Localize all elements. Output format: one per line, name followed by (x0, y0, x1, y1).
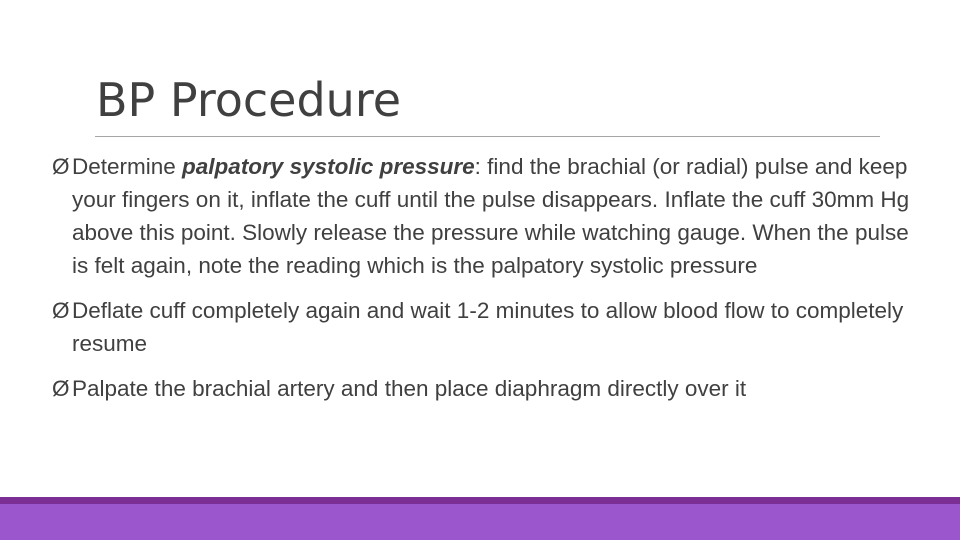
bullet-emphasis: palpatory systolic pressure (182, 154, 475, 179)
bullet-text: Palpate the brachial artery and then place diaphragm directly over it (72, 376, 747, 401)
bullet-item (52, 150, 922, 282)
bullet-intro: Determine (72, 154, 183, 179)
slide-title: BP Procedure (96, 73, 402, 127)
arrow-bullet-icon: Ø (52, 298, 70, 323)
arrow-bullet-icon: Ø (52, 376, 70, 401)
bullet-text: Deflate cuff completely again and wait 1-2 minutes to allow blood flow to completely resume (72, 298, 904, 356)
bullet-item (52, 294, 922, 360)
bullet-list (52, 150, 922, 405)
bullet-item (52, 372, 922, 405)
arrow-bullet-icon: Ø (52, 154, 70, 179)
title-divider (95, 136, 880, 137)
footer-band-accent (0, 497, 960, 504)
bullet-text: : find the brachial (or radial) pulse and keep your fingers on it, inflate the cuff until the pulse disappears. Inflate the cuff 30mm Hg above this point. Slowly release the pressure while watching gauge. When the pulse is felt again, note the reading which is the palpatory systolic pressure (72, 154, 910, 278)
